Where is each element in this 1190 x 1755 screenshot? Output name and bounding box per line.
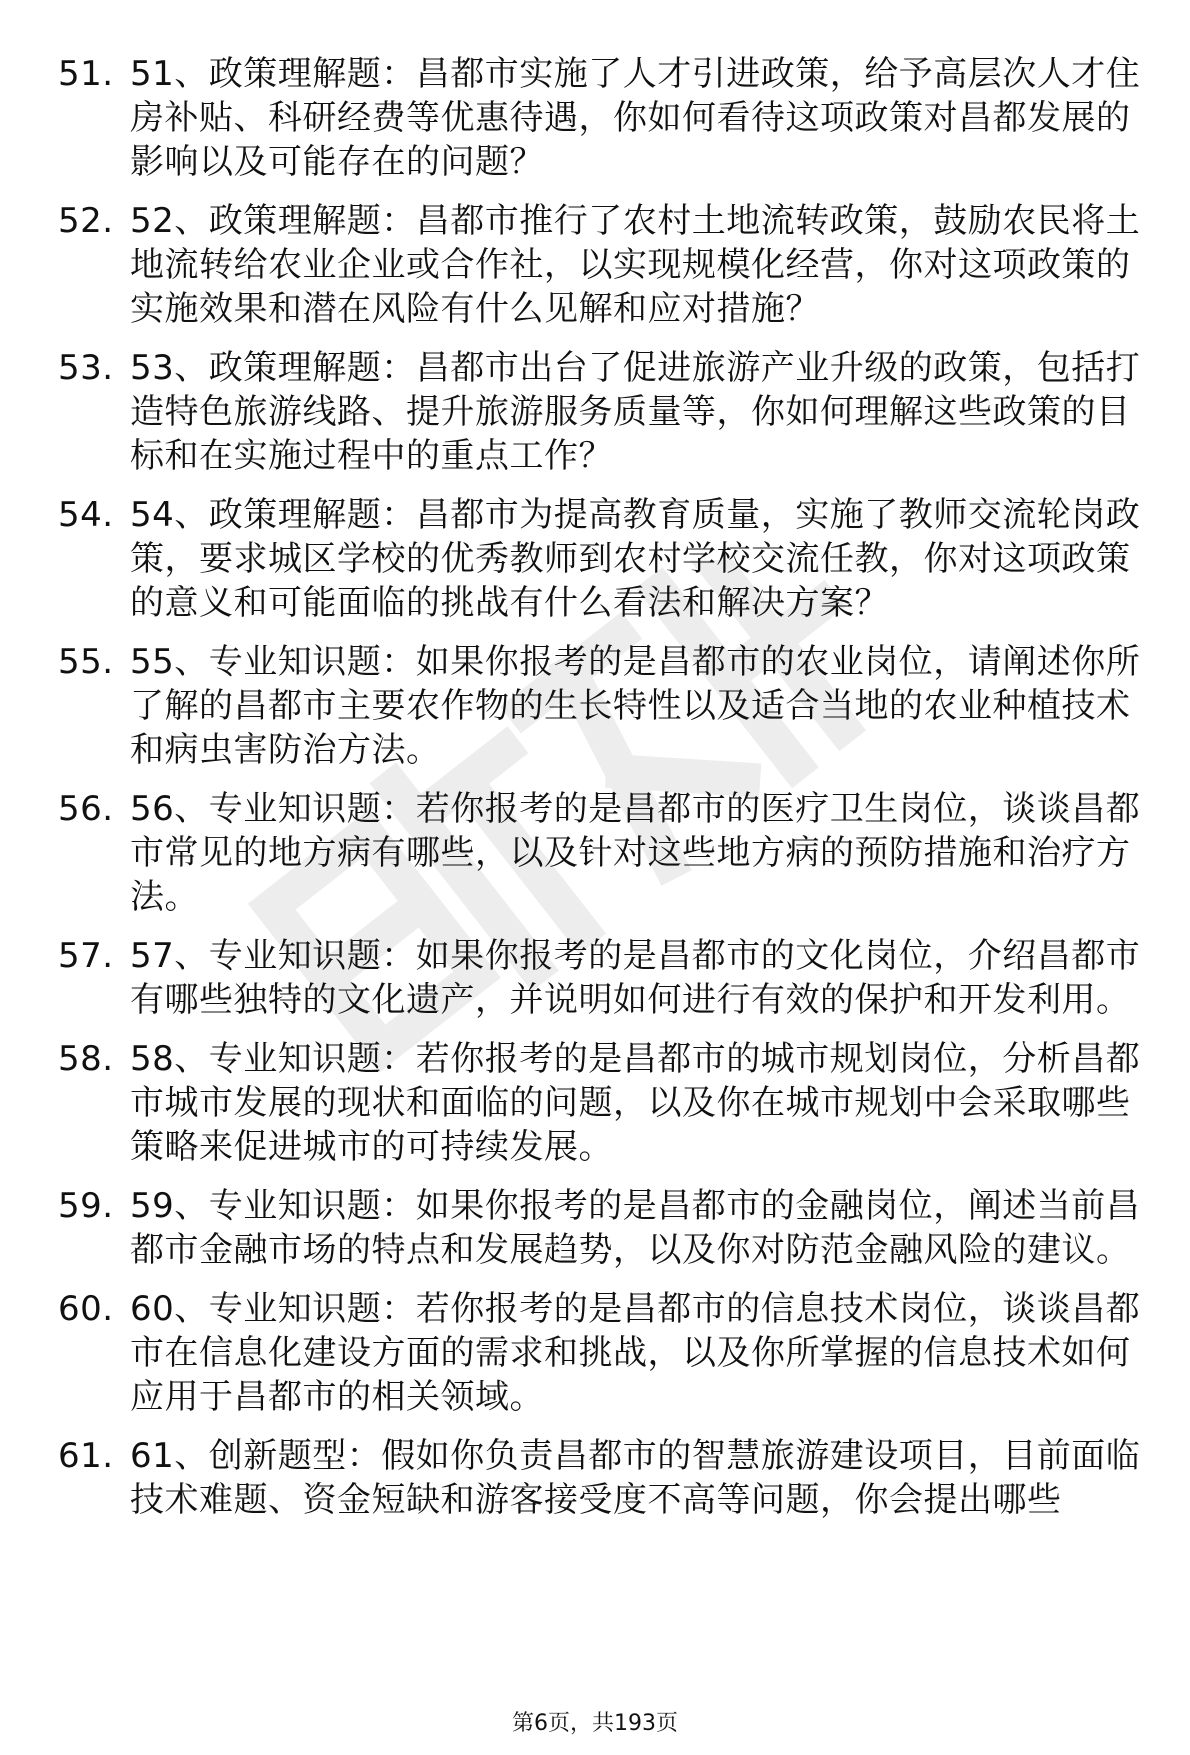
- list-item: [58, 787, 1158, 919]
- question-text: 56、专业知识题：若你报考的是昌都市的医疗卫生岗位，谈谈昌都市常见的地方病有哪些，以及针对这些地方病的预防措施和治疗方法。: [130, 789, 1141, 917]
- question-number: 54.: [58, 495, 114, 535]
- question-number: 59.: [58, 1186, 114, 1226]
- list-item: [58, 1184, 1158, 1272]
- question-text: 61、创新题型：假如你负责昌都市的智慧旅游建设项目，目前面临技术难题、资金短缺和游客接受度不高等问题，你会提出哪些: [130, 1436, 1141, 1520]
- question-number: 51.: [58, 54, 114, 94]
- page-footer: [0, 1706, 1190, 1737]
- question-number: 53.: [58, 348, 114, 388]
- page-number-label: 第6页，共193页: [512, 1711, 678, 1736]
- question-number: 55.: [58, 642, 114, 682]
- question-number: 52.: [58, 201, 114, 241]
- list-item: [58, 1287, 1158, 1419]
- question-text: 51、政策理解题：昌都市实施了人才引进政策，给予高层次人才住房补贴、科研经费等优惠待遇，你如何看待这项政策对昌都发展的影响以及可能存在的问题？: [130, 54, 1141, 182]
- question-text: 57、专业知识题：如果你报考的是昌都市的文化岗位，介绍昌都市有哪些独特的文化遗产，并说明如何进行有效的保护和开发利用。: [130, 936, 1141, 1020]
- question-text: 53、政策理解题：昌都市出台了促进旅游产业升级的政策，包括打造特色旅游线路、提升旅游服务质量等，你如何理解这些政策的目标和在实施过程中的重点工作？: [130, 348, 1141, 476]
- question-number: 61.: [58, 1436, 114, 1476]
- list-item: [58, 1434, 1158, 1522]
- question-text: 58、专业知识题：若你报考的是昌都市的城市规划岗位，分析昌都市城市发展的现状和面临的问题，以及你在城市规划中会采取哪些策略来促进城市的可持续发展。: [130, 1039, 1141, 1167]
- list-item: [58, 640, 1158, 772]
- question-number: 56.: [58, 789, 114, 829]
- question-text: 59、专业知识题：如果你报考的是昌都市的金融岗位，阐述当前昌都市金融市场的特点和发展趋势，以及你对防范金融风险的建议。: [130, 1186, 1141, 1270]
- list-item: [58, 346, 1158, 478]
- question-number: 60.: [58, 1289, 114, 1329]
- list-item: [58, 1037, 1158, 1169]
- question-number: 57.: [58, 936, 114, 976]
- list-item: [58, 52, 1158, 184]
- list-item: [58, 493, 1158, 625]
- question-text: 60、专业知识题：若你报考的是昌都市的信息技术岗位，谈谈昌都市在信息化建设方面的需求和挑战，以及你所掌握的信息技术如何应用于昌都市的相关领域。: [130, 1289, 1141, 1417]
- list-item: [58, 199, 1158, 331]
- question-number: 58.: [58, 1039, 114, 1079]
- question-text: 54、政策理解题：昌都市为提高教育质量，实施了教师交流轮岗政策，要求城区学校的优秀教师到农村学校交流任教，你对这项政策的意义和可能面临的挑战有什么看法和解决方案？: [130, 495, 1141, 623]
- question-text: 55、专业知识题：如果你报考的是昌都市的农业岗位，请阐述你所了解的昌都市主要农作物的生长特性以及适合当地的农业种植技术和病虫害防治方法。: [130, 642, 1141, 770]
- question-text: 52、政策理解题：昌都市推行了农村土地流转政策，鼓励农民将土地流转给农业企业或合作社，以实现规模化经营，你对这项政策的实施效果和潜在风险有什么见解和应对措施？: [130, 201, 1141, 329]
- question-list: [58, 52, 1158, 1537]
- list-item: [58, 934, 1158, 1022]
